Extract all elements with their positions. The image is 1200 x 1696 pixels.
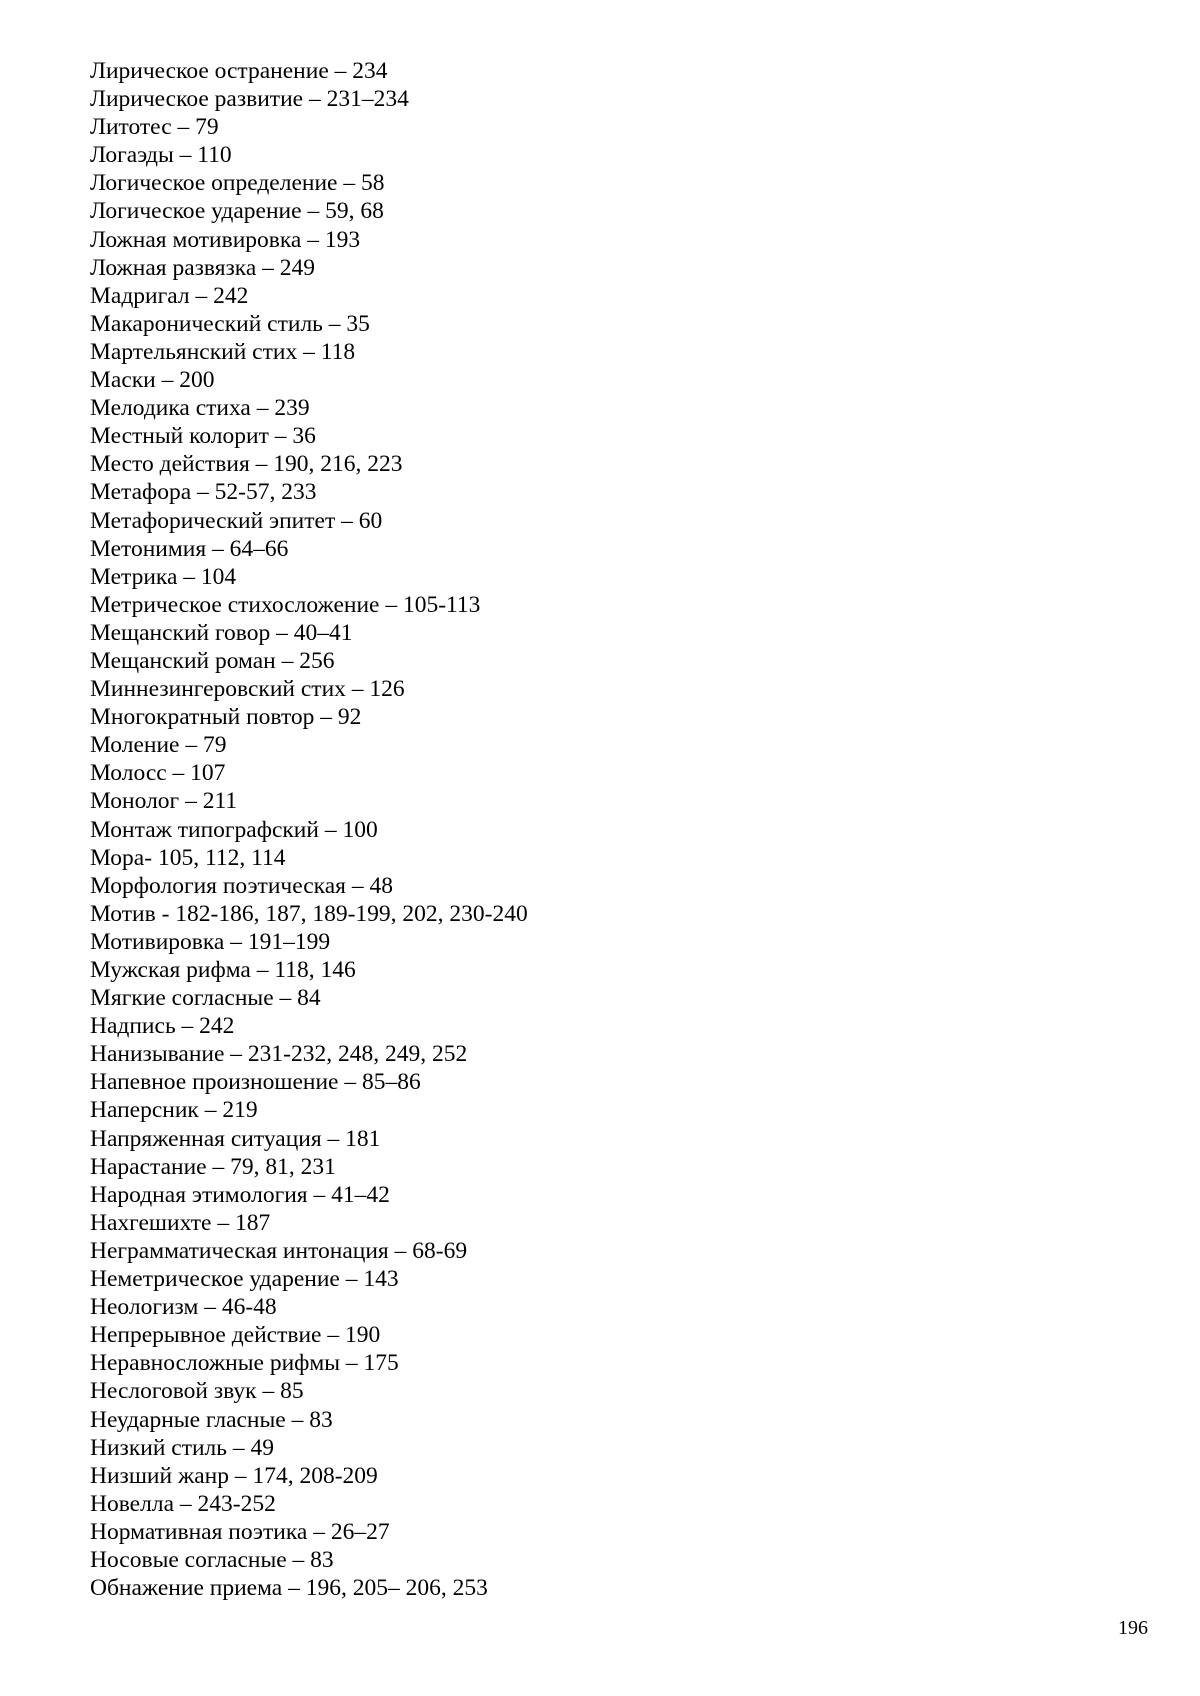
index-entry: Место действия – 190, 216, 223 — [90, 451, 403, 478]
index-entry: Мотивировка – 191–199 — [90, 928, 331, 955]
index-entry: Неслоговой звук – 85 — [90, 1378, 304, 1405]
index-entry: Неологизм – 46-48 — [90, 1294, 277, 1321]
index-entry: Носовые согласные – 83 — [90, 1546, 334, 1573]
index-entry: Народная этимология – 41–42 — [90, 1181, 390, 1208]
index-entry: Нарастание – 79, 81, 231 — [90, 1153, 336, 1180]
index-entry: Местный колорит – 36 — [90, 423, 316, 450]
index-list — [90, 57, 528, 1602]
index-entry: Логаэды – 110 — [90, 142, 232, 169]
index-entry: Мотив - 182-186, 187, 189-199, 202, 230-240 — [90, 900, 528, 927]
index-entry: Непрерывное действие – 190 — [90, 1322, 381, 1349]
index-entry: Монолог – 211 — [90, 788, 238, 815]
index-entry: Лирическое развитие – 231–234 — [90, 86, 409, 113]
index-entry: Моление – 79 — [90, 732, 227, 759]
index-entry: Мелодика стиха – 239 — [90, 395, 310, 422]
index-entry: Литотес – 79 — [90, 114, 219, 141]
index-entry: Ложная мотивировка – 193 — [90, 226, 361, 253]
index-entry: Мещанский говор – 40–41 — [90, 619, 353, 646]
index-entry: Надпись – 242 — [90, 1013, 235, 1040]
index-entry: Мадригал – 242 — [90, 282, 249, 309]
index-entry: Лирическое остранение – 234 — [90, 58, 388, 84]
index-entry: Метрика – 104 — [90, 563, 237, 590]
index-entry: Низкий стиль – 49 — [90, 1434, 274, 1461]
index-entry: Нахгешихте – 187 — [90, 1209, 271, 1236]
index-entry: Метонимия – 64–66 — [90, 535, 289, 562]
index-entry: Логическое ударение – 59, 68 — [90, 198, 384, 225]
index-entry: Обнажение приема – 196, 205– 206, 253 — [90, 1575, 488, 1602]
index-entry: Мартельянский стих – 118 — [90, 338, 356, 365]
index-entry: Метафора – 52-57, 233 — [90, 479, 317, 506]
index-entry: Маски – 200 — [90, 367, 215, 394]
index-entry: Ложная развязка – 249 — [90, 254, 316, 281]
index-entry: Низший жанр – 174, 208-209 — [90, 1462, 378, 1489]
page-number: 196 — [1118, 1617, 1148, 1639]
index-entry: Мягкие согласные – 84 — [90, 985, 321, 1012]
index-entry: Монтаж типографский – 100 — [90, 816, 378, 843]
index-entry: Метрическое стихосложение – 105-113 — [90, 591, 481, 618]
index-entry: Мещанский роман – 256 — [90, 647, 335, 674]
index-entry: Миннезингеровский стих – 126 — [90, 676, 405, 703]
index-entry: Нормативная поэтика – 26–27 — [90, 1518, 390, 1545]
index-entry: Мора- 105, 112, 114 — [90, 844, 286, 871]
index-entry: Морфология поэтическая – 48 — [90, 872, 393, 899]
index-entry: Новелла – 243-252 — [90, 1490, 276, 1517]
index-entry: Неударные гласные – 83 — [90, 1406, 333, 1433]
index-entry: Неграмматическая интонация – 68-69 — [90, 1237, 468, 1264]
index-entry: Молосс – 107 — [90, 760, 226, 787]
index-entry: Напряженная ситуация – 181 — [90, 1125, 381, 1152]
index-entry: Мужская рифма – 118, 146 — [90, 957, 356, 983]
index-entry: Метафорический эпитет – 60 — [90, 507, 383, 534]
index-entry: Напевное произношение – 85–86 — [90, 1069, 421, 1096]
index-entry: Неравносложные рифмы – 175 — [90, 1350, 399, 1377]
index-entry: Наперсник – 219 — [90, 1097, 258, 1124]
index-entry: Многократный повтор – 92 — [90, 704, 362, 731]
index-entry: Логическое определение – 58 — [90, 170, 385, 197]
index-entry: Неметрическое ударение – 143 — [90, 1266, 399, 1293]
index-entry: Макаронический стиль – 35 — [90, 310, 370, 337]
index-entry: Нанизывание – 231-232, 248, 249, 252 — [90, 1041, 468, 1068]
